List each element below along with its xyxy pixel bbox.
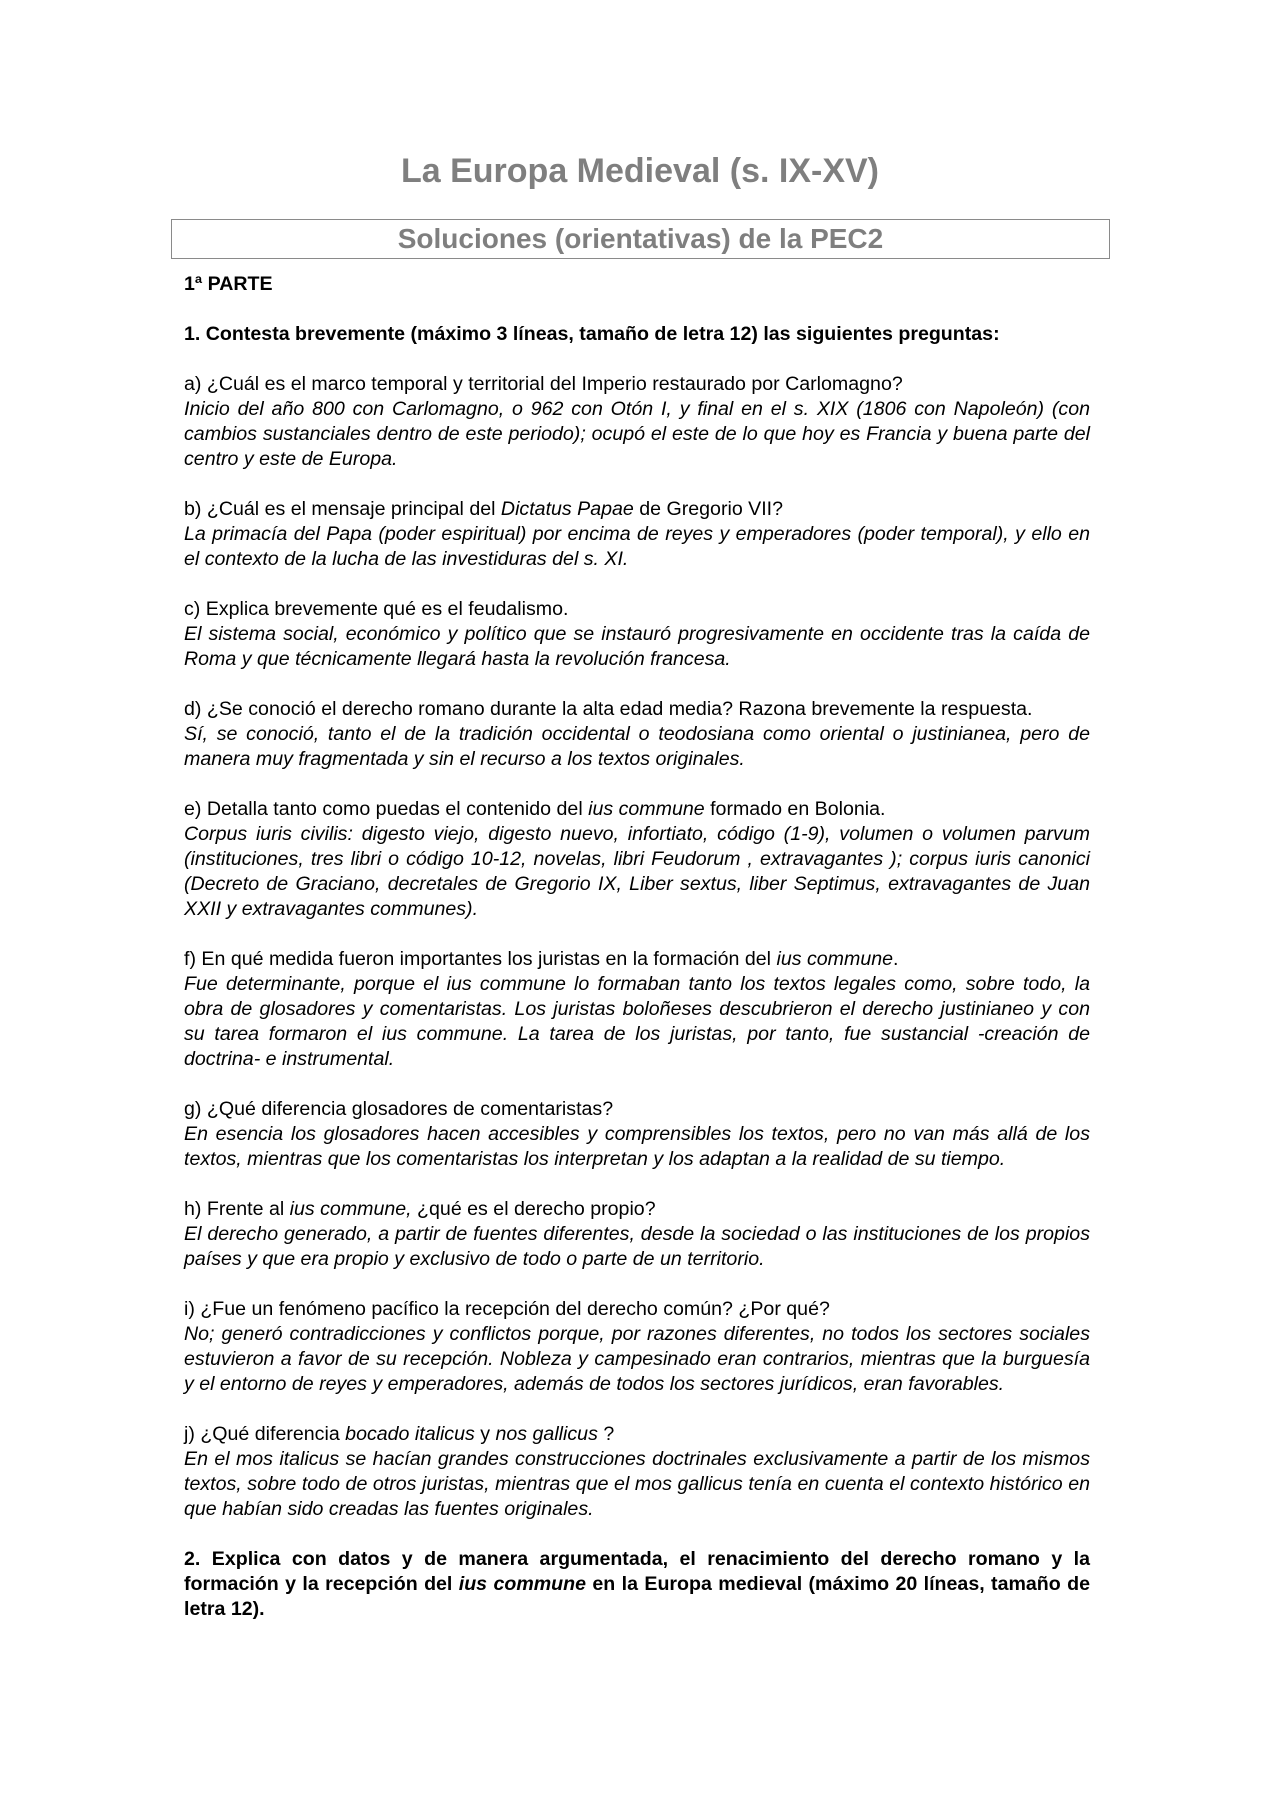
question-2-text-end: en la Europa medieval (máximo 20 líneas, tamaño de letra 12). [184, 1573, 1090, 1620]
question-j-text-mid: y [474, 1423, 496, 1445]
qa-j [184, 1422, 1090, 1522]
question-j-text-end: ? [597, 1423, 615, 1445]
part-heading: 1ª PARTE [184, 273, 273, 295]
question-e-text-end: formado en Bolonia. [704, 798, 886, 820]
answer-h: El derecho generado, a partir de fuentes diferentes, desde la sociedad o las instituciones de los propios países y que era propio y exclusivo de todo o parte de un territorio. [184, 1223, 1090, 1270]
question-2-text: 2. Explica con datos y de manera argumentada, el renacimiento del derecho romano y la formación y la recepción del [184, 1548, 1090, 1595]
qa-h [184, 1197, 1090, 1272]
question-b-emphasis: Dictatus Papae [500, 498, 634, 520]
question-b-text-end: de Gregorio VII? [633, 498, 784, 520]
answer-g: En esencia los glosadores hacen accesibles y comprensibles los textos, pero no van más allá de los textos, mientras que los comentaristas los interpretan y los adaptan a la realidad de su tiempo. [184, 1123, 1090, 1170]
answer-c: El sistema social, económico y político que se instauró progresivamente en occidente tras la caída de Roma y que técnicamente llegará hasta la revolución francesa. [184, 623, 1090, 670]
answer-j: En el mos italicus se hacían grandes construcciones doctrinales exclusivamente a partir de los mismos textos, sobre todo de otros juristas, mientras que el mos gallicus tenía en cuenta el contexto histórico en que habían sido creadas las fuentes originales. [184, 1448, 1090, 1520]
qa-c [184, 597, 1090, 672]
qa-b [184, 497, 1090, 572]
answer-e: Corpus iuris civilis: digesto viejo, digesto nuevo, infortiato, código (1-9), volumen o volumen parvum (instituciones, tres libri o código 10-12, novelas, libri Feudorum , extravagantes ); corpus iuris canonici (Decreto de Graciano, decretales de Gregorio IX, Liber sextus, liber Septimus, extravagantes de Juan XXII y extravagantes communes). [184, 823, 1090, 920]
question-b-text: b) ¿Cuál es el mensaje principal del [184, 498, 501, 520]
answer-f: Fue determinante, porque el ius commune lo formaban tanto los textos legales como, sobre todo, la obra de glosadores y comentaristas. Los juristas boloñeses descubrieron el derecho justinianeo y con su tarea formaron el ius commune. La tarea de los juristas, por tanto, fue sustancial -creación de doctrina- e instrumental. [184, 973, 1090, 1070]
question-b [184, 497, 1090, 522]
document-body [184, 272, 1090, 1622]
question-g: g) ¿Qué diferencia glosadores de comentaristas? [184, 1098, 614, 1120]
answer-d: Sí, se conoció, tanto el de la tradición occidental o teodosiana como oriental o justinianea, pero de manera muy fragmentada y sin el recurso a los textos originales. [184, 723, 1090, 770]
question-f [184, 947, 1090, 972]
question-f-text-end: . [893, 948, 899, 970]
document-subtitle: Soluciones (orientativas) de la PEC2 [171, 219, 1110, 259]
question-1-heading: 1. Contesta brevemente (máximo 3 líneas, tamaño de letra 12) las siguientes preguntas: [184, 323, 1000, 345]
question-j-emphasis: bocado italicus [345, 1423, 475, 1445]
question-f-emphasis: ius commune [776, 948, 894, 970]
qa-g [184, 1097, 1090, 1172]
question-i: i) ¿Fue un fenómeno pacífico la recepción del derecho común? ¿Por qué? [184, 1298, 830, 1320]
question-j-emphasis-2: nos gallicus [495, 1423, 598, 1445]
qa-d [184, 697, 1090, 772]
question-e-text: e) Detalla tanto como puedas el contenido del [184, 798, 589, 820]
question-2-emphasis: ius commune [458, 1573, 587, 1595]
question-a: a) ¿Cuál es el marco temporal y territorial del Imperio restaurado por Carlomagno? [184, 373, 903, 395]
question-h-emphasis: ius commune, [289, 1198, 412, 1220]
question-d: d) ¿Se conoció el derecho romano durante la alta edad media? Razona brevemente la respuesta. [184, 698, 1033, 720]
qa-e [184, 797, 1090, 922]
question-c: c) Explica brevemente qué es el feudalismo. [184, 598, 569, 620]
qa-a [184, 372, 1090, 472]
qa-f [184, 947, 1090, 1072]
question-h-text-end: ¿qué es el derecho propio? [411, 1198, 656, 1220]
question-e [184, 797, 1090, 822]
question-f-text: f) En qué medida fueron importantes los juristas en la formación del [184, 948, 777, 970]
document-title: La Europa Medieval (s. IX-XV) [400, 152, 879, 190]
qa-i [184, 1297, 1090, 1397]
answer-i: No; generó contradicciones y conflictos porque, por razones diferentes, no todos los sectores sociales estuvieron a favor de su recepción. Nobleza y campesinado eran contrarios, mientras que la burguesía y el entorno de reyes y emperadores, además de todos los sectores jurídicos, eran favorables. [184, 1323, 1090, 1395]
question-j-text: j) ¿Qué diferencia [184, 1423, 346, 1445]
question-h [184, 1197, 1090, 1222]
question-j [184, 1422, 1090, 1447]
answer-b: La primacía del Papa (poder espiritual) por encima de reyes y emperadores (poder temporal), y ello en el contexto de la lucha de las investiduras del s. XI. [184, 523, 1090, 570]
question-e-emphasis: ius commune [588, 798, 705, 820]
answer-a: Inicio del año 800 con Carlomagno, o 962 con Otón I, y final en el s. XIX (1806 con Napoleón) (con cambios sustanciales dentro de este periodo); ocupó el este de lo que hoy es Francia y buena parte del centro y este de Europa. [184, 398, 1090, 470]
question-2 [184, 1547, 1090, 1622]
question-h-text: h) Frente al [184, 1198, 290, 1220]
